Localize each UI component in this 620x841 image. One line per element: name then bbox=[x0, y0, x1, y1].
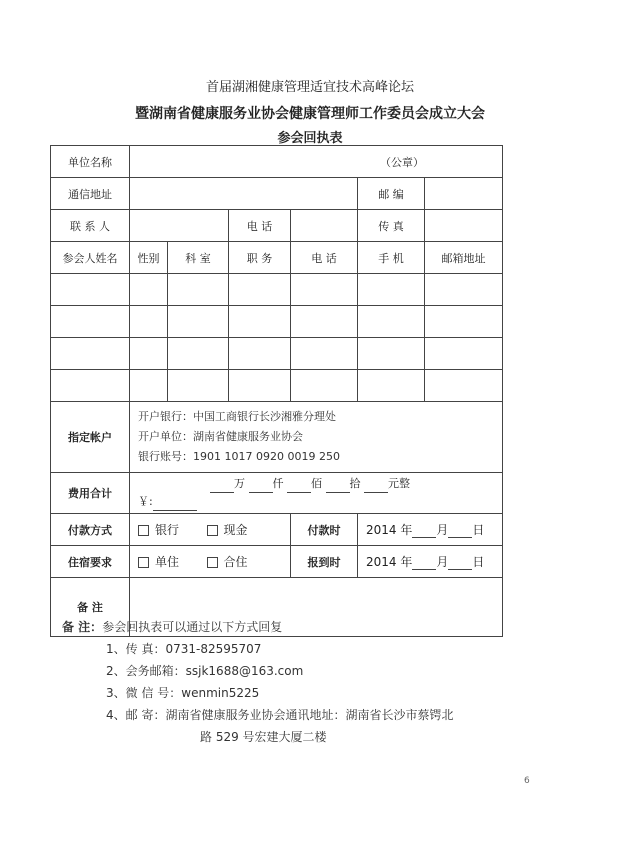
col-header-mobile: 手 机 bbox=[358, 242, 425, 274]
checkbox-icon bbox=[207, 525, 218, 536]
contact-field[interactable] bbox=[130, 210, 229, 242]
payment-date-field[interactable]: 2014 年 月 日 bbox=[358, 514, 503, 546]
unit-name-label: 单位名称 bbox=[51, 146, 130, 178]
reply-notes bbox=[62, 616, 453, 748]
registration-form bbox=[50, 145, 503, 637]
payment-bank-option[interactable]: 银行 bbox=[138, 523, 179, 537]
phone-label: 电 话 bbox=[229, 210, 291, 242]
col-header-department: 科 室 bbox=[168, 242, 229, 274]
seal-note: （公章） bbox=[380, 155, 424, 169]
address-label: 通信地址 bbox=[51, 178, 130, 210]
account-holder: 开户单位：湖南省健康服务业协会 bbox=[138, 430, 303, 443]
header-row bbox=[51, 242, 503, 274]
account-label: 指定帐户 bbox=[51, 402, 130, 473]
stay-options bbox=[130, 546, 291, 578]
address-row bbox=[51, 178, 503, 210]
note-wechat: 3、微 信 号：wenmin5225 bbox=[106, 686, 260, 700]
address-field[interactable] bbox=[130, 178, 358, 210]
checkbox-icon bbox=[138, 557, 149, 568]
checkbox-icon bbox=[207, 557, 218, 568]
payment-row bbox=[51, 514, 503, 546]
postcode-label: 邮 编 bbox=[358, 178, 425, 210]
stay-single-option[interactable]: 单住 bbox=[138, 555, 179, 569]
bank-name: 开户银行：中国工商银行长沙湘雅分理处 bbox=[138, 410, 336, 423]
phone-field[interactable] bbox=[291, 210, 358, 242]
postcode-field[interactable] bbox=[425, 178, 503, 210]
notes-head: 备 注： bbox=[62, 620, 103, 634]
payment-label: 付款方式 bbox=[51, 514, 130, 546]
fee-unit-wan: 万 bbox=[234, 477, 245, 490]
remark-label: 备 注 bbox=[51, 578, 130, 637]
form-title: 参会回执表 bbox=[277, 131, 343, 146]
arrival-date-field[interactable]: 2014 年 月 日 bbox=[358, 546, 503, 578]
col-header-position: 职 务 bbox=[229, 242, 291, 274]
contact-label: 联 系 人 bbox=[51, 210, 130, 242]
fee-unit-shi: 拾 bbox=[349, 477, 361, 490]
payment-cash-option[interactable]: 现金 bbox=[207, 523, 248, 537]
checkbox-icon bbox=[138, 525, 149, 536]
fee-unit-qian: 仟 bbox=[272, 477, 284, 490]
fee-unit-bai: 佰 bbox=[311, 477, 322, 490]
col-header-phone: 电 话 bbox=[291, 242, 358, 274]
arrival-time-label: 报到时 bbox=[291, 546, 358, 578]
stay-row bbox=[51, 546, 503, 578]
note-mail-cont: 路 529 号宏建大厦二楼 bbox=[200, 730, 327, 744]
table-row[interactable] bbox=[51, 370, 503, 402]
unit-name-row bbox=[51, 146, 503, 178]
table-row[interactable] bbox=[51, 306, 503, 338]
payment-time-label: 付款时 bbox=[291, 514, 358, 546]
table-row[interactable] bbox=[51, 274, 503, 306]
fax-label: 传 真 bbox=[358, 210, 425, 242]
meeting-title: 暨湖南省健康服务业协会健康管理师工作委员会成立大会 bbox=[135, 106, 485, 122]
payment-options bbox=[130, 514, 291, 546]
fee-field[interactable] bbox=[130, 473, 503, 514]
col-header-email: 邮箱地址 bbox=[425, 242, 503, 274]
forum-title: 首届湖湘健康管理适宜技术高峰论坛 bbox=[205, 80, 414, 95]
account-info bbox=[130, 402, 503, 473]
account-number: 银行账号：1901 1017 0920 0019 250 bbox=[138, 450, 340, 463]
fee-yen: ￥: bbox=[138, 495, 153, 508]
table-row[interactable] bbox=[51, 338, 503, 370]
stay-label: 住宿要求 bbox=[51, 546, 130, 578]
stay-shared-option[interactable]: 合住 bbox=[207, 555, 248, 569]
page-number: 6 bbox=[524, 776, 530, 786]
col-header-gender: 性别 bbox=[130, 242, 168, 274]
fax-field[interactable] bbox=[425, 210, 503, 242]
contact-row bbox=[51, 210, 503, 242]
notes-intro: 参会回执表可以通过以下方式回复 bbox=[102, 620, 283, 634]
fee-row bbox=[51, 473, 503, 514]
note-fax: 1、传 真：0731-82595707 bbox=[106, 642, 262, 656]
unit-name-field[interactable] bbox=[130, 146, 503, 178]
col-header-name: 参会人姓名 bbox=[51, 242, 130, 274]
account-row bbox=[51, 402, 503, 473]
fee-unit-yuan: 元整 bbox=[388, 477, 410, 490]
note-mail: 4、邮 寄：湖南省健康服务业协会通讯地址：湖南省长沙市蔡锷北 bbox=[106, 708, 454, 722]
fee-label: 费用合计 bbox=[51, 473, 130, 514]
note-email: 2、会务邮箱：ssjk1688@163.com bbox=[106, 664, 304, 678]
